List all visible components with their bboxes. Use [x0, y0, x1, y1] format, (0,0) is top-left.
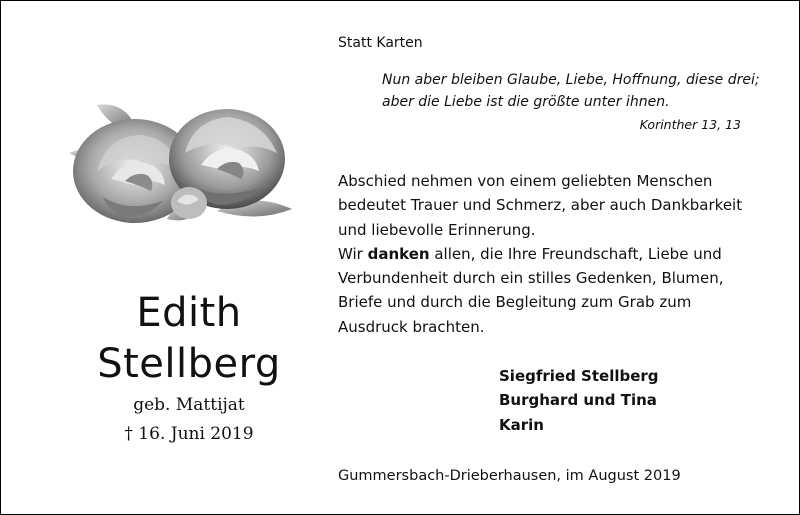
place-date: Gummersbach-Drieberhausen, im August 2019: [338, 468, 681, 484]
signer-name: Siegfried Stellberg: [499, 367, 659, 385]
message-fragment: allen, die Ihre Freundschaft, Liebe und: [429, 244, 722, 263]
message-line: [338, 242, 778, 266]
message-line: Ausdruck brachten.: [338, 317, 485, 336]
bible-quote: [382, 69, 782, 113]
signer-name: Burghard und Tina: [499, 391, 657, 410]
death-date: † 16. Juni 2019: [124, 424, 254, 444]
message-line: Verbundenheit durch ein stilles Gedenken, Blumen,: [338, 269, 724, 288]
quote-line: Nun aber bleiben Glaube, Liebe, Hoffnung, diese drei;: [382, 72, 760, 88]
birth-name: geb. Mattijat: [133, 395, 245, 415]
message-fragment: Wir: [338, 244, 368, 263]
statt-karten-label: Statt Karten: [338, 35, 423, 51]
message-emphasis: danken: [367, 244, 430, 263]
deceased-last-name: Stellberg: [97, 341, 281, 387]
roses-icon: [67, 101, 295, 229]
signers: [499, 364, 659, 437]
message-line: bedeutet Trauer und Schmerz, aber auch Dankbarkeit: [338, 196, 743, 215]
message-line: Abschied nehmen von einem geliebten Menschen: [338, 172, 713, 190]
message-line: Briefe und durch die Begleitung zum Grab zum: [338, 293, 692, 312]
quote-reference: Korinther 13, 13: [639, 117, 741, 132]
deceased-first-name: Edith: [136, 290, 242, 336]
quote-line: aber die Liebe ist die größte unter ihnen.: [382, 94, 670, 110]
message-line: und liebevolle Erinnerung.: [338, 220, 536, 239]
message-text: [338, 169, 778, 339]
signer-name: Karin: [499, 415, 544, 434]
